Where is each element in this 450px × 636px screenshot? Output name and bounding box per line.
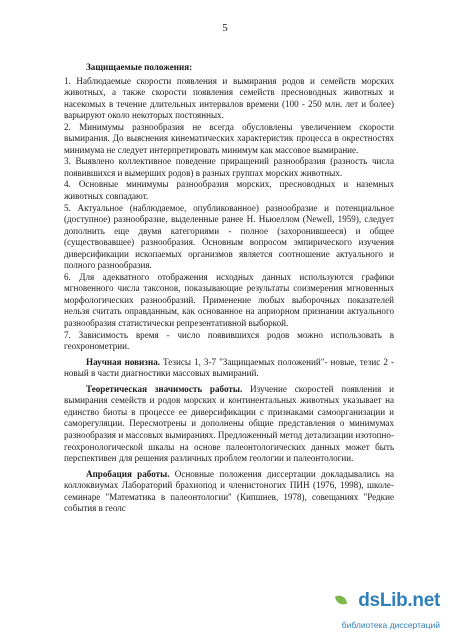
watermark-logo-text: dsLib.net xyxy=(358,590,440,611)
significance-label: Теоретическая значимость работы. xyxy=(86,383,243,394)
thesis-item-1: 1. Наблюдаемые скорости появления и вымирания родов и семейств морских животных, а также скорости появления семейств пресноводных животных и насекомых в течение длительных интервалов времени (100 - 250 млн. лет и более) варьируют около некоторых постоянных. xyxy=(64,75,394,121)
approbation-paragraph xyxy=(64,469,394,515)
significance-paragraph xyxy=(64,384,394,465)
novelty-text: Тезисы 1, 3-7 "Защищаемых положений"- новые, тезис 2 - новый в части диагностики массовых вымираний. xyxy=(64,356,394,379)
thesis-item-2: 2. Минимумы разнообразия не всегда обусловлены увеличением скорости вымирания. До выяснения кинематических характеристик процесса в окрестностях минимума не следует интерпретировать минимум как массовое вымирание. xyxy=(64,121,394,155)
document-body xyxy=(64,62,394,515)
novelty-paragraph xyxy=(64,357,394,380)
thesis-item-3: 3. Выявлено коллективное поведение приращений разнообразия (разность числа появившихся и вымерших родов) в разных группах морских животных. xyxy=(64,156,394,178)
page-number: 5 xyxy=(222,22,228,34)
section-heading: Защищаемые положения: xyxy=(86,62,193,72)
leaf-icon xyxy=(335,594,347,606)
thesis-item-5: 5. Актуальное (наблюдаемое, опубликованное) разнообразие и потенциальное (доступное) разнообразие, выделенные ранее Н. Ньюеллом (Newell, 1959), следует дополнить еще двумя категориями - полное (захоронившееся) и общее (существовавшее) разнообразия. Основным вопросом эмпирического изучения диверсификации ископаемых организмов является соотношение актуального и полного разнообразия. xyxy=(64,202,394,271)
novelty-label: Научная новизна. xyxy=(86,356,161,367)
dslib-watermark xyxy=(332,590,440,630)
watermark-tagline: библиотека диссертаций xyxy=(341,620,440,630)
significance-text: Изучение скоростей появления и вымирания семейств и родов морских и континентальных животных указывает на единство биоты в процессе ее диверсификации с признаками самоорганизации и саморегуляции. Пересмотрены и дополнены общие представления о минимумах разнообразия и массовых вымираниях. Предложенный метод детализации изотопно-геохронологической шкалы на основе палеонтологических данных может быть перспективен для решения различных проблем геологии и палеонтологии. xyxy=(64,383,394,464)
approbation-label: Апробация работы. xyxy=(86,468,170,479)
thesis-item-7: 7. Зависимость время - число появившихся родов можно использовать в геохронометрии. xyxy=(64,329,394,352)
thesis-item-4: 4. Основные минимумы разнообразия морских, пресноводных и наземных животных совпадают. xyxy=(64,179,394,202)
thesis-item-6: 6. Для адекватного отображения исходных данных используются графики мгновенного числа таксонов, показывающие результаты соизмерения мгновенных морфологических разнообразий. Применение любых выборочных показателей нельзя считать оправданным, как основанное на априорном признании актуального разнообразия статистически репрезентативной выборкой. xyxy=(64,271,394,329)
approbation-text: Основные положения диссертации докладывались на коллоквиумах Лабораторий брахиопод и членистоногих ПИН (1976, 1998), школе-семинаре "Математика в палеонтологии" (Кипшнев, 1978), совещаниях "Редкие события в геолс xyxy=(64,468,394,514)
